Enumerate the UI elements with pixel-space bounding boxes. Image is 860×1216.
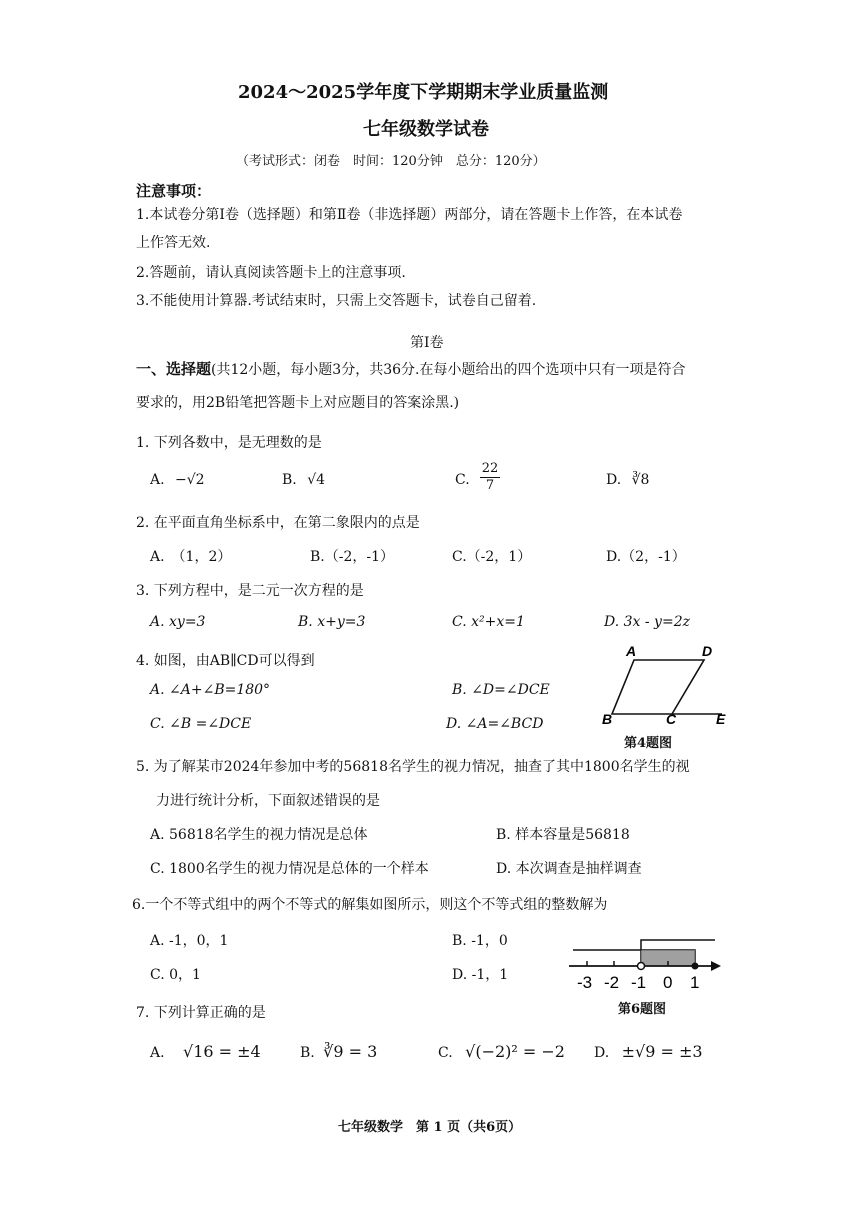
q1-option-a bbox=[150, 472, 205, 488]
q2-option-a: A. （1，2） bbox=[150, 549, 232, 565]
exam-subtitle: 七年级数学试卷 bbox=[363, 119, 489, 140]
exam-title: 2024～2025学年度下学期期末学业质量监测 bbox=[238, 82, 609, 103]
q1-option-c-denominator: 7 bbox=[485, 478, 495, 493]
q7-option-b-value: ∛9 = 3 bbox=[323, 1042, 378, 1061]
notes-item-1-line-1: 1.本试卷分第Ⅰ卷（选择题）和第Ⅱ卷（非选择题）两部分，请在答题卡上作答，在本试卷 bbox=[136, 207, 683, 223]
q3-option-b: B. x+y=3 bbox=[298, 614, 366, 630]
part-desc-line-2: 要求的，用2B铅笔把答题卡上对应题目的答案涂黑.) bbox=[136, 395, 460, 411]
q7-option-b bbox=[300, 1042, 377, 1061]
q6-tick-label-0: 0 bbox=[663, 973, 673, 992]
part-title: 一、选择题 bbox=[136, 360, 212, 378]
q7-option-d-label: D. bbox=[594, 1045, 610, 1061]
q4-point-a: A bbox=[626, 643, 637, 659]
q6-tick-label-minus1: -1 bbox=[631, 973, 647, 992]
part-heading bbox=[136, 358, 685, 379]
q7-option-d-value: ±√9 = ±3 bbox=[621, 1042, 703, 1061]
q4-figure bbox=[600, 642, 740, 724]
q6-option-d: D. -1，1 bbox=[452, 967, 509, 983]
q3-option-c: C. x²+x=1 bbox=[452, 614, 525, 630]
q1-option-d bbox=[606, 472, 649, 488]
q7-option-a-label: A. bbox=[150, 1045, 165, 1061]
notes-item-3: 3.不能使用计算器.考试结束时，只需上交答题卡，试卷自己留着. bbox=[136, 293, 537, 309]
q7-stem: 7. 下列计算正确的是 bbox=[136, 1005, 266, 1021]
q4-stem: 4. 如图，由AB∥CD可以得到 bbox=[136, 653, 315, 669]
q6-option-a: A. -1，0，1 bbox=[150, 933, 229, 949]
q6-option-c: C. 0，1 bbox=[150, 967, 201, 983]
q1-option-a-label: A. bbox=[150, 472, 165, 488]
q7-option-c-value: √(−2)² = −2 bbox=[465, 1042, 565, 1061]
q1-option-c-label: C. bbox=[455, 472, 470, 488]
q3-stem: 3. 下列方程中，是二元一次方程的是 bbox=[136, 583, 364, 599]
q4-option-d: D. ∠A=∠BCD bbox=[446, 716, 544, 732]
q4-point-e: E bbox=[716, 711, 726, 724]
q4-figure-caption: 第4题图 bbox=[624, 736, 673, 751]
q1-option-c bbox=[455, 472, 470, 488]
q6-closed-endpoint bbox=[692, 963, 699, 970]
q1-option-c-fraction bbox=[480, 461, 500, 494]
q6-figure-caption: 第6题图 bbox=[618, 1002, 667, 1017]
q1-option-a-value: −√2 bbox=[175, 472, 205, 488]
q4-option-b: B. ∠D=∠DCE bbox=[452, 682, 550, 698]
q1-option-d-value: ∛8 bbox=[631, 472, 650, 488]
q6-tick-label-minus2: -2 bbox=[604, 973, 620, 992]
q6-axis-arrow bbox=[711, 961, 721, 971]
q1-stem: 1. 下列各数中，是无理数的是 bbox=[136, 435, 322, 451]
q1-option-c-numerator: 22 bbox=[481, 461, 499, 476]
q7-option-a-value: √16 = ±4 bbox=[183, 1042, 261, 1061]
q5-option-b: B. 样本容量是56818 bbox=[496, 827, 630, 843]
q7-option-d bbox=[594, 1042, 703, 1061]
q4-option-c: C. ∠B =∠DCE bbox=[150, 716, 252, 732]
q5-stem-line-2: 力进行统计分析，下面叙述错误的是 bbox=[156, 793, 380, 809]
notes-item-1-line-2: 上作答无效. bbox=[136, 235, 211, 251]
q7-option-b-label: B. bbox=[300, 1045, 315, 1061]
q7-option-c bbox=[438, 1042, 565, 1061]
q5-option-c: C. 1800名学生的视力情况是总体的一个样本 bbox=[150, 861, 429, 877]
q4-option-a: A. ∠A+∠B=180° bbox=[150, 682, 271, 698]
q2-option-d: D.（2，-1） bbox=[606, 549, 686, 565]
q5-stem-line-1: 5. 为了解某市2024年参加中考的56818名学生的视力情况，抽查了其中1800名学生的视 bbox=[136, 759, 690, 775]
q6-option-b: B. -1，0 bbox=[452, 933, 508, 949]
q4-point-c: C bbox=[666, 711, 677, 724]
q4-point-b: B bbox=[602, 711, 613, 724]
q3-option-a: A. xy=3 bbox=[150, 614, 206, 630]
notes-heading: 注意事项： bbox=[136, 182, 212, 200]
q7-option-a bbox=[150, 1042, 261, 1061]
exam-info: （考试形式：闭卷 时间：120分钟 总分：120分） bbox=[236, 154, 546, 169]
q6-number-line-figure bbox=[565, 934, 725, 992]
q1-option-d-label: D. bbox=[606, 472, 622, 488]
part-desc-line-1: (共12小题，每小题3分，共36分.在每小题给出的四个选项中只有一项是符合 bbox=[211, 362, 686, 378]
q5-option-d: D. 本次调查是抽样调查 bbox=[496, 861, 642, 877]
q7-option-c-label: C. bbox=[438, 1045, 453, 1061]
q2-stem: 2. 在平面直角坐标系中，在第二象限内的点是 bbox=[136, 515, 420, 531]
page-footer: 七年级数学 第 1 页（共6页） bbox=[338, 1120, 522, 1135]
q6-tick-label-1: 1 bbox=[690, 973, 700, 992]
q1-option-b bbox=[282, 472, 325, 488]
q4-parallelogram bbox=[612, 660, 704, 714]
q6-stem: 6.一个不等式组中的两个不等式的解集如图所示，则这个不等式组的整数解为 bbox=[132, 897, 608, 913]
q5-option-a: A. 56818名学生的视力情况是总体 bbox=[150, 827, 368, 843]
q6-open-endpoint bbox=[638, 963, 645, 970]
q3-option-d: D. 3x - y=2z bbox=[604, 614, 690, 630]
q1-option-b-label: B. bbox=[282, 472, 297, 488]
q4-point-d: D bbox=[702, 643, 713, 659]
notes-item-2: 2.答题前，请认真阅读答题卡上的注意事项. bbox=[136, 265, 406, 281]
q2-option-b: B.（-2，-1） bbox=[310, 549, 395, 565]
q6-tick-label-minus3: -3 bbox=[577, 973, 593, 992]
q1-option-b-value: √4 bbox=[307, 472, 326, 488]
volume-title: 第Ⅰ卷 bbox=[410, 335, 444, 351]
q2-option-c: C.（-2，1） bbox=[452, 549, 532, 565]
